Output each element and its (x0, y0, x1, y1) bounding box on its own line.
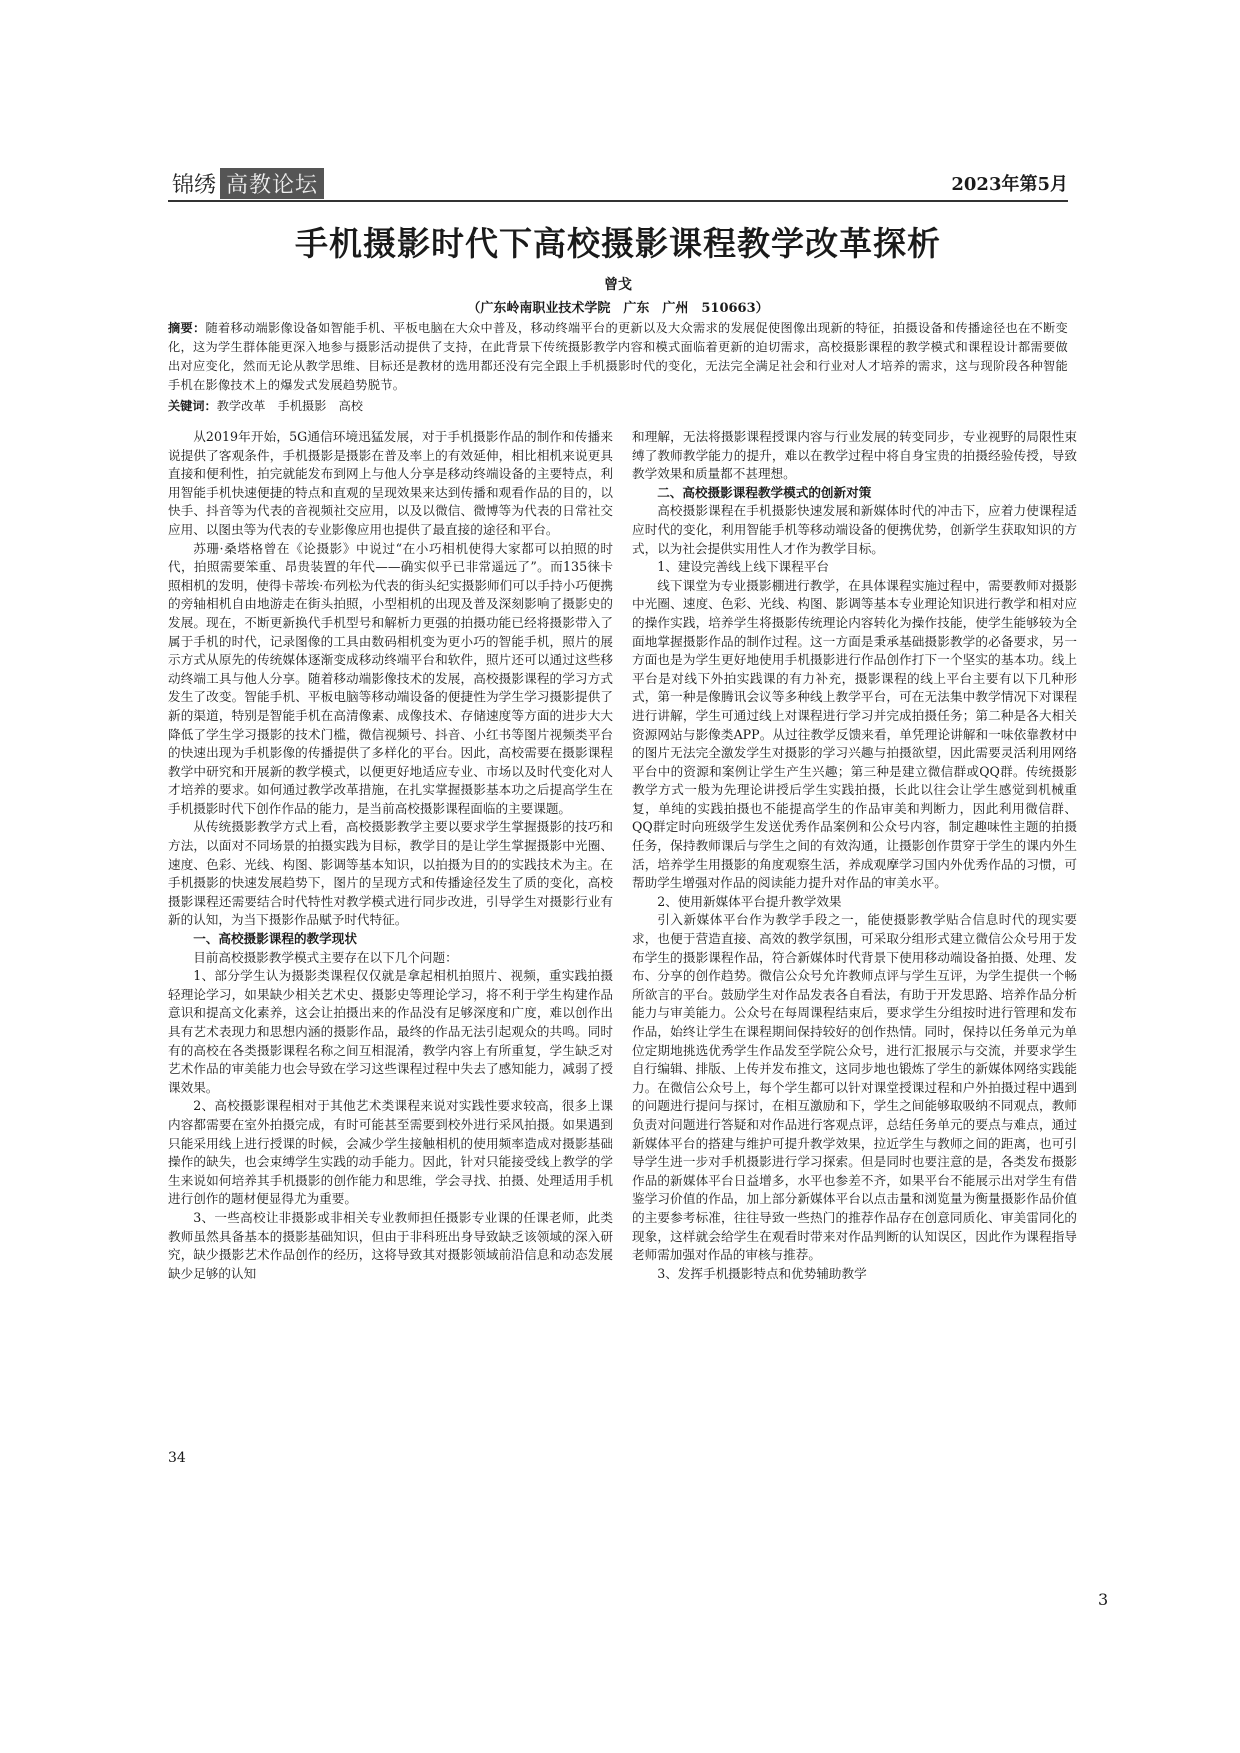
paragraph: 从2019年开始，5G通信环境迅猛发展，对于手机摄影作品的制作和传播来说提供了客观条件，手机摄影是摄影在普及率上的有效延伸，相比相机来说更具直接和便利性，拍完就能发布到网上与他人分享是移动终端设备的主要特点，利用智能手机快速便捷的特点和直观的呈现效果来达到传播和观看作品的目的，以快手、抖音等为代表的音视频社交应用，以及以微信、微博等为代表的日常社交应用、以图虫等为代表的专业影像应用也提供了最直接的途径和平台。 (168, 429, 613, 537)
paragraph: 2、使用新媒体平台提升教学效果 (657, 893, 842, 909)
corner-page-number: 3 (1098, 1590, 1109, 1609)
left-column (168, 428, 613, 1283)
issue-label: 2023年第5月 (951, 174, 1068, 195)
header-rule (168, 200, 1068, 202)
paragraph: 2、高校摄影课程相对于其他艺术类课程来说对实践性要求较高，很多上课内容都需要在室外拍摄完成，有时可能甚至需要到校外进行采风拍摄。如果遇到只能采用线上进行授课的时候，会减少学生接触相机的使用频率造成对摄影基础操作的缺失，也会束缚学生实践的动手能力。因此，针对只能接受线上教学的学生来说如何培养其手机摄影的创作能力和思维，学会寻找、拍摄、处理适用手机进行创作的题材便显得尤为重要。 (168, 1098, 613, 1207)
abstract-label: 摘要： (168, 321, 206, 335)
paper-title: 手机摄影时代下高校摄影课程教学改革探析 (295, 224, 941, 263)
paragraph: 3、发挥手机摄影特点和优势辅助教学 (657, 1265, 867, 1281)
author: 曾戈 (604, 277, 632, 293)
keywords-label: 关键词： (168, 399, 217, 413)
paragraph: 线下课堂为专业摄影棚进行教学，在具体课程实施过程中，需要教师对摄影中光圈、速度、色彩、光线、构图、影调等基本专业理论知识进行教学和相对应的操作实践，培养学生将摄影传统理论内容转化为操作技能，使学生能够较为全面地掌握摄影作品的制作过程。这一方面是秉承基础摄影教学的必备要求，另一方面也是为学生更好地使用手机摄影进行作品创作打下一个坚实的基本功。线上平台是对线下外拍实践课的有力补充，摄影课程的线上平台主要有以下几种形式，第一种是像腾讯会议等多种线上教学平台，可在无法集中教学情况下对课程进行讲解，学生可通过线上对课程进行学习并完成拍摄任务；第二种是各大相关资源网站与影像类APP。从过往教学反馈来看，单凭理论讲解和一味依靠教材中的图片无法完全激发学生对摄影的学习兴趣与拍摄欲望，因此需要灵活利用网络平台中的资源和案例让学生产生兴趣；第三种是建立微信群或QQ群。传统摄影教学方式一般为先理论讲授后学生实践拍摄，长此以往会让学生感觉到机械重复，单纯的实践拍摄也不能提高学生的作品审美和判断力，因此利用微信群、QQ群定时向班级学生发送优秀作品案例和公众号内容，制定趣味性主题的拍摄任务，保持教师课后与学生之间的有效沟通，让摄影创作贯穿于学生的课内外生活，培养学生用摄影的角度观察生活，养成观摩学习国内外优秀作品的习惯，可帮助学生增强对作品的阅读能力提升对作品的审美水平。 (632, 577, 1077, 891)
paragraph: 引入新媒体平台作为教学手段之一，能使摄影教学贴合信息时代的现实要求，也便于营造直接、高效的教学氛围，可采取分组形式建立微信公众号用于发布学生的摄影课程作品，符合新媒体时代背景下使用移动端设备拍摄、处理、发布、分享的创作趋势。微信公众号允许教师点评与学生互评，为学生提供一个畅所欲言的平台。鼓励学生对作品发表各自看法，有助于开发思路、培养作品分析能力与审美能力。公众号在每周课程结束后，要求学生分组按时进行管理和发布作品，始终让学生在课程期间保持较好的创作热情。同时，保持以任务单元为单位定期地挑选优秀学生作品发至学院公众号，进行汇报展示与交流，并要求学生自行编辑、排版、上传并发布推文，这同步地也锻炼了学生的新媒体网络实践能力。在微信公众号上，每个学生都可以针对课堂授课过程和户外拍摄过程中遇到的问题进行提问与探讨，在相互激励和下，学生之间能够取吸纳不同观点，教师负责对问题进行答疑和对作品进行客观点评，总结任务单元的要点与难点，通过新媒体平台的搭建与维护可提升教学效果，拉近学生与教师之间的距离，也可引导学生进一步对手机摄影进行学习探索。但是同时也要注意的是，各类发布摄影作品的新媒体平台日益增多，水平也参差不齐，如果平台不能展示出对学生有借鉴学习价值的作品，加上部分新媒体平台以点击量和浏览量为衡量摄影作品价值的主要参考标准，往往导致一些热门的推荐作品存在创意同质化、审美雷同化的现象，这样就会给学生在观看时带来对作品判断的认知误区，因此作为课程指导老师需加强对作品的审核与推荐。 (632, 912, 1077, 1263)
paragraph: 目前高校摄影教学模式主要存在以下几个问题： (193, 949, 458, 965)
paragraph: 从传统摄影教学方式上看，高校摄影教学主要以要求学生掌握摄影的技巧和方法，以面对不同场景的拍摄实践为目标，教学目的是让学生掌握摄影中光圈、速度、色彩、光线、构图、影调等基本知识，以拍摄为目的的实践技术为主。在手机摄影的快速发展趋势下，图片的呈现方式和传播途径发生了质的变化，高校摄影课程还需要结合时代特性对教学模式进行同步改进，引导学生对摄影行业有新的认知，为当下摄影作品赋予时代特征。 (168, 819, 613, 928)
journal-name-part-a: 锦绣 (172, 172, 217, 198)
page-number: 34 (168, 1450, 186, 1466)
running-header (168, 168, 1068, 200)
keywords-text: 教学改革 手机摄影 高校 (216, 399, 363, 413)
section-heading: 一、高校摄影课程的教学现状 (193, 931, 357, 947)
paragraph: 1、建设完善线上线下课程平台 (657, 559, 829, 575)
paragraph: 3、一些高校让非摄影或非相关专业教师担任摄影专业课的任课老师，此类教师虽然具备基本的摄影基础知识，但由于非科班出身导致缺乏该领域的深入研究，缺少摄影艺术作品创作的经历，这将导致其对摄影领域前沿信息和动态发展缺少足够的认知 (168, 1209, 613, 1281)
abstract-text: 随着移动端影像设备如智能手机、平板电脑在大众中普及，移动终端平台的更新以及大众需求的发展促使图像出现新的特征，拍摄设备和传播途径也在不断变化，这为学生群体能更深入地参与摄影活动提供了支持，在此背景下传统摄影教学内容和模式面临着更新的迫切需求，高校摄影课程的教学模式和课程设计都需要做出对应变化，然而无论从教学思维、目标还是教材的选用都还没有完全跟上手机摄影时代的变化，无法完全满足社会和行业对人才培养的需求，这与现阶段各种智能手机在影像技术上的爆发式发展趋势脱节。 (168, 321, 1069, 392)
paragraph: 高校摄影课程在手机摄影快速发展和新媒体时代的冲击下，应着力使课程适应时代的变化，利用智能手机等移动端设备的便携优势，创新学生获取知识的方式，以为社会提供实用性人才作为教学目标。 (632, 503, 1077, 556)
section-heading: 二、高校摄影课程教学模式的创新对策 (657, 484, 872, 500)
paragraph: 和理解，无法将摄影课程授课内容与行业发展的转变同步，专业视野的局限性束缚了教师教学能力的提升，难以在教学过程中将自身宝贵的拍摄经验传授，导致教学效果和质量都不甚理想。 (632, 429, 1077, 482)
paragraph: 苏珊·桑塔格曾在《论摄影》中说过“在小巧相机使得大家都可以拍照的时代，拍照需要笨重、昂贵装置的年代——确实似乎已非常遥远了”。而135徕卡照相机的发明，使得卡蒂埃·布列松为代表的街头纪实摄影师们可以手持小巧便携的旁轴相机自由地游走在街头拍照，小型相机的出现及普及深刻影响了摄影史的发展。现在，不断更新换代手机型号和解析力更强的拍摄功能已经将摄影带入了属于手机的时代，记录图像的工具由数码相机变为更小巧的智能手机，照片的展示方式从原先的传统媒体逐渐变成移动终端平台和软件，照片还可以通过这些移动终端工具与他人分享。随着移动端影像技术的发展，高校摄影课程的学习方式发生了改变。智能手机、平板电脑等移动端设备的便捷性为学生学习摄影提供了新的渠道，特别是智能手机在高清像素、成像技术、存储速度等方面的进步大大降低了学生学习摄影的技术门槛，微信视频号、抖音、小红书等图片视频类平台的快速出现为手机影像的传播提供了多样化的平台。因此，高校需要在摄影课程教学中研究和开展新的教学模式，以便更好地适应专业、市场以及时代变化对人才培养的要求。如何通过教学改革措施，在扎实掌握摄影基本功之后提高学生在手机摄影时代下创作作品的能力，是当前高校摄影课程面临的主要课题。 (168, 540, 613, 816)
right-column (632, 428, 1077, 1283)
journal-name (168, 168, 324, 198)
keywords (168, 397, 1068, 416)
paragraph: 1、部分学生认为摄影类课程仅仅就是拿起相机拍照片、视频，重实践拍摄轻理论学习，如果缺少相关艺术史、摄影史等理论学习，将不利于学生构建作品意识和提高文化素养，这会让拍摄出来的作品没有足够深度和广度，难以创作出具有艺术表现力和思想内涵的摄影作品，最终的作品无法引起观众的共鸣。同时有的高校在各类摄影课程名称之间互相混淆，教学内容上有所重复，学生缺乏对艺术作品的审美能力也会导致在学习这些课程过程中失去了感知能力，减弱了授课效果。 (168, 968, 613, 1095)
affiliation: （广东岭南职业技术学院 广东 广州 510663） (467, 301, 769, 316)
abstract (168, 319, 1068, 395)
journal-name-part-b: 高教论坛 (220, 168, 324, 199)
